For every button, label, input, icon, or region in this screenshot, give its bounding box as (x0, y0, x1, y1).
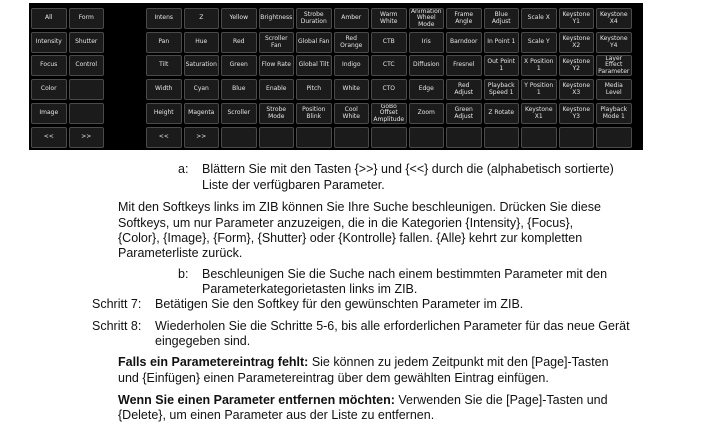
para1-line3: {Color}, {Image}, {Form}, {Shutter} oder {Kontrolle} fallen. {Alle} kehrt zur kompletten (118, 231, 583, 245)
softkey-right-c6-r5[interactable] (371, 127, 407, 148)
softkey-right-c9-r2[interactable]: Out Point 1 (484, 55, 520, 76)
softkey-right-c3-r2[interactable]: Flow Rate (259, 55, 295, 76)
softkey-right-c0-r0[interactable]: Intens (146, 8, 182, 29)
softkey-right-c10-r5[interactable] (521, 127, 557, 148)
softkey-right-c5-r0[interactable]: Amber (334, 8, 370, 29)
softkey-right-c4-r2[interactable]: Global Tilt (296, 55, 332, 76)
softkey-right-c4-r0[interactable]: Strobe Duration (296, 8, 332, 29)
softkey-right-c8-r5[interactable] (446, 127, 482, 148)
softkey-left-c1-r0[interactable]: Form (69, 8, 105, 29)
softkey-right-c5-r4[interactable]: Cool White (334, 103, 370, 124)
para1-line4: Parameterliste zurück. (118, 246, 243, 260)
softkey-right-c2-r2[interactable]: Green (221, 55, 257, 76)
para1-line1: Mit den Softkeys links im ZIB können Sie Ihre Suche beschleunigen. Drücken Sie diese (118, 200, 601, 214)
item-b-line2: Parameterkategorietasten links im ZIB. (202, 282, 418, 296)
softkey-right-c12-r4[interactable]: Playback Mode 1 (596, 103, 632, 124)
softkey-right-c11-r1[interactable]: Keystone X2 (559, 32, 595, 53)
softkey-right-c12-r5[interactable] (596, 127, 632, 148)
softkey-left-c1-r4[interactable] (69, 103, 105, 124)
step8-line2: eingegeben sind. (155, 334, 251, 348)
softkey-right-c6-r0[interactable]: Warm White (371, 8, 407, 29)
softkey-left-c1-r1[interactable]: Shutter (69, 32, 105, 53)
item-b-label: b: (178, 267, 189, 281)
softkey-right-c10-r3[interactable]: Y Position 1 (521, 79, 557, 100)
softkey-left-c0-r5[interactable]: << (31, 127, 67, 148)
softkey-right-c7-r3[interactable]: Edge (409, 79, 445, 100)
softkey-right-c0-r1[interactable]: Pan (146, 32, 182, 53)
step8-label: Schritt 8: (92, 319, 142, 333)
softkey-right-c12-r2[interactable]: Layer Effect Parameter (596, 55, 632, 76)
softkey-right-c8-r0[interactable]: Frame Angle (446, 8, 482, 29)
softkey-right-c1-r0[interactable]: Z (184, 8, 220, 29)
softkey-right-c3-r0[interactable]: Brightness (259, 8, 295, 29)
softkey-left-c1-r2[interactable]: Control (69, 55, 105, 76)
softkey-right-c0-r5[interactable]: << (146, 127, 182, 148)
softkey-left-c0-r2[interactable]: Focus (31, 55, 67, 76)
softkey-right-c4-r5[interactable] (296, 127, 332, 148)
remove-entry-rest: Verwenden Sie die [Page]-Tasten und (394, 393, 608, 407)
softkey-panel (29, 3, 643, 150)
softkey-right-c4-r1[interactable]: Global Fan (296, 32, 332, 53)
item-a-line1: Blättern Sie mit den Tasten {>>} und {<<} durch die (alphabetisch sortierte) (202, 162, 614, 176)
softkey-right-c7-r1[interactable]: Iris (409, 32, 445, 53)
softkey-right-c8-r1[interactable]: Barndoor (446, 32, 482, 53)
softkey-right-c1-r4[interactable]: Magenta (184, 103, 220, 124)
softkey-right-c2-r4[interactable]: Scroller (221, 103, 257, 124)
remove-entry-line1 (118, 392, 608, 408)
softkey-right-c7-r0[interactable]: Animation Wheel Mode (409, 8, 445, 29)
softkey-right-c1-r1[interactable]: Hue (184, 32, 220, 53)
softkey-right-c12-r0[interactable]: Keystone X4 (596, 8, 632, 29)
softkey-right-c8-r2[interactable]: Fresnel (446, 55, 482, 76)
softkey-right-c9-r4[interactable]: Z Rotate (484, 103, 520, 124)
softkey-right-c11-r3[interactable]: Keystone X3 (559, 79, 595, 100)
softkey-right-c9-r3[interactable]: Playback Speed 1 (484, 79, 520, 100)
softkey-left-c0-r4[interactable]: Image (31, 103, 67, 124)
softkey-right-c0-r2[interactable]: Tilt (146, 55, 182, 76)
softkey-left-c0-r0[interactable]: All (31, 8, 67, 29)
softkey-right-c8-r4[interactable]: Green Adjust (446, 103, 482, 124)
softkey-right-c1-r2[interactable]: Saturation (184, 55, 220, 76)
softkey-right-c11-r5[interactable] (559, 127, 595, 148)
softkey-right-c8-r3[interactable]: Red Adjust (446, 79, 482, 100)
softkey-right-c7-r4[interactable]: Zoom (409, 103, 445, 124)
softkey-right-c6-r2[interactable]: CTC (371, 55, 407, 76)
softkey-right-c0-r3[interactable]: Width (146, 79, 182, 100)
softkey-right-c3-r5[interactable] (259, 127, 295, 148)
softkey-right-c7-r2[interactable]: Diffusion (409, 55, 445, 76)
step8-line1: Wiederholen Sie die Schritte 5-6, bis alle erforderlichen Parameter für das neue Gerät (155, 319, 630, 333)
softkey-right-c6-r1[interactable]: CTB (371, 32, 407, 53)
softkey-left-c0-r1[interactable]: Intensity (31, 32, 67, 53)
missing-entry-rest: Sie können zu jedem Zeitpunkt mit den [Page]-Tasten (308, 355, 609, 369)
softkey-right-c5-r2[interactable]: Indigo (334, 55, 370, 76)
softkey-right-c9-r0[interactable]: Blue Adjust (484, 8, 520, 29)
softkey-right-c10-r2[interactable]: X Position 1 (521, 55, 557, 76)
missing-entry-line1 (118, 354, 609, 370)
item-b-line1: Beschleunigen Sie die Suche nach einem bestimmten Parameter mit den (202, 267, 608, 281)
softkey-right-c2-r0[interactable]: Yellow (221, 8, 257, 29)
missing-entry-bold: Falls ein Parametereintrag fehlt: (118, 355, 309, 369)
softkey-right-c5-r1[interactable]: Red Orange (334, 32, 370, 53)
softkey-right-c11-r2[interactable]: Keystone Y2 (559, 55, 595, 76)
softkey-right-c12-r3[interactable]: Media Level (596, 79, 632, 100)
para1-line2: Softkeys, um nur Parameter anzuzeigen, die in die Kategorien {Intensity}, {Focus}, (118, 216, 574, 230)
softkey-right-c5-r5[interactable] (334, 127, 370, 148)
item-a-line2: Liste der verfügbaren Parameter. (202, 178, 385, 192)
softkey-right-c3-r3[interactable]: Enable (259, 79, 295, 100)
softkey-right-c9-r1[interactable]: In Point 1 (484, 32, 520, 53)
softkey-right-c6-r3[interactable]: CTO (371, 79, 407, 100)
softkey-left-c1-r3[interactable] (69, 79, 105, 100)
softkey-right-c6-r4[interactable]: GoBo Offset Amplitude (371, 103, 407, 124)
remove-entry-line2: {Delete}, um einen Parameter aus der Liste zu entfernen. (118, 408, 435, 422)
softkey-right-c12-r1[interactable]: Keystone Y4 (596, 32, 632, 53)
softkey-right-c2-r1[interactable]: Red (221, 32, 257, 53)
step7-label: Schritt 7: (92, 297, 142, 311)
softkey-right-c4-r3[interactable]: Pitch (296, 79, 332, 100)
softkey-right-c1-r5[interactable]: >> (184, 127, 220, 148)
softkey-right-c2-r3[interactable]: Blue (221, 79, 257, 100)
softkey-right-c5-r3[interactable]: White (334, 79, 370, 100)
softkey-right-c3-r4[interactable]: Strobe Mode (259, 103, 295, 124)
softkey-left-c0-r3[interactable]: Color (31, 79, 67, 100)
softkey-right-c10-r4[interactable]: Keystone X1 (521, 103, 557, 124)
softkey-right-c0-r4[interactable]: Height (146, 103, 182, 124)
softkey-right-c11-r0[interactable]: Keystone Y1 (559, 8, 595, 29)
item-a-label: a: (178, 162, 189, 176)
missing-entry-line2: und {Einfügen} einen Parametereintrag über dem gewählten Eintrag einfügen. (118, 371, 549, 385)
softkey-right-c11-r4[interactable]: Keystone Y3 (559, 103, 595, 124)
softkey-left-c1-r5[interactable]: >> (69, 127, 105, 148)
softkey-right-c10-r1[interactable]: Scale Y (521, 32, 557, 53)
softkey-right-c9-r5[interactable] (484, 127, 520, 148)
step7-text: Betätigen Sie den Softkey für den gewünschten Parameter im ZIB. (155, 297, 524, 311)
softkey-right-c10-r0[interactable]: Scale X (521, 8, 557, 29)
softkey-right-c3-r1[interactable]: Scroller Fan (259, 32, 295, 53)
softkey-right-c4-r4[interactable]: Position Blink (296, 103, 332, 124)
softkey-right-c7-r5[interactable] (409, 127, 445, 148)
softkey-right-c1-r3[interactable]: Cyan (184, 79, 220, 100)
remove-entry-bold: Wenn Sie einen Parameter entfernen möchten: (118, 393, 395, 407)
softkey-right-c2-r5[interactable] (221, 127, 257, 148)
